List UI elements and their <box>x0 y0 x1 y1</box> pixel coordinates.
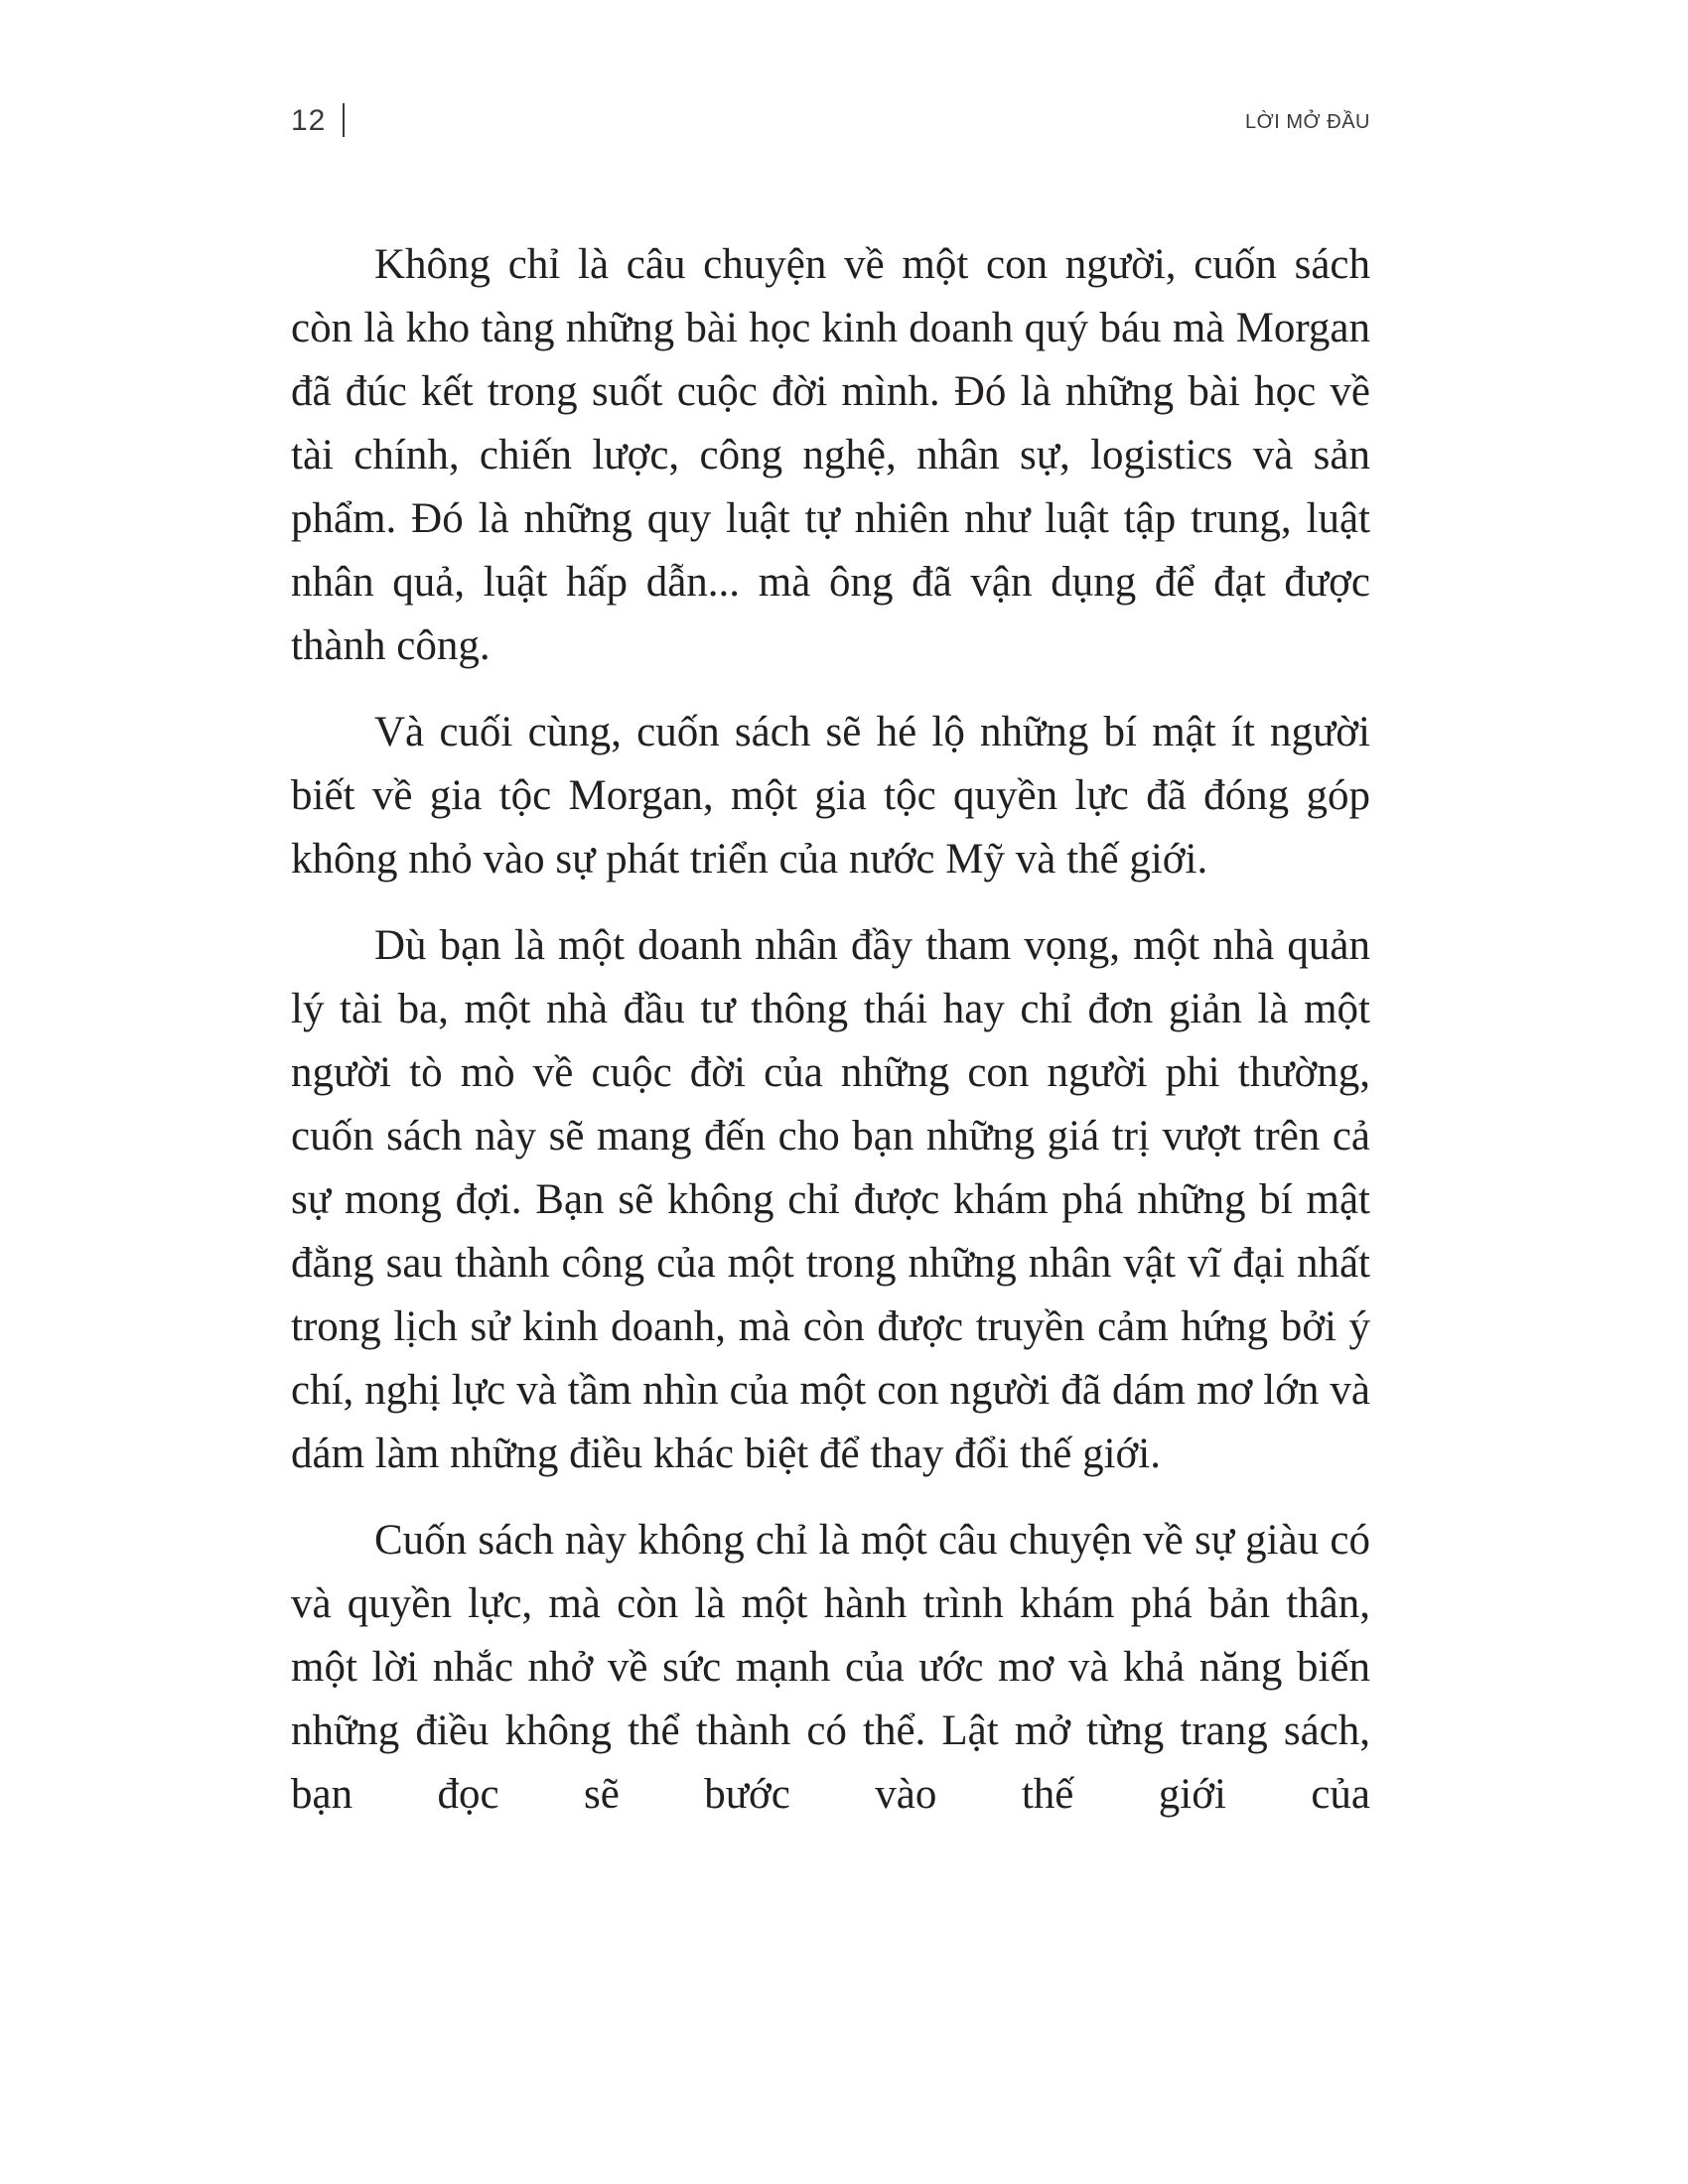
paragraph-1: Không chỉ là câu chuyện về một con người, cuốn sách còn là kho tàng những bài học kinh doanh quý báu mà Morgan đã đúc kết trong suốt cuộc đời mình. Đó là những bài học về tài chính, chiến lược, công nghệ, nhân sự, logistics và sản phẩm. Đó là những quy luật tự nhiên như luật tập trung, luật nhân quả, luật hấp dẫn... mà ông đã vận dụng để đạt được thành công. <box>291 241 1370 669</box>
paragraph-2: Và cuối cùng, cuốn sách sẽ hé lộ những bí mật ít người biết về gia tộc Morgan, một gia tộc quyền lực đã đóng góp không nhỏ vào sự phát triển của nước Mỹ và thế giới. <box>291 709 1370 883</box>
page-number: 12 <box>291 104 327 137</box>
body-text <box>291 233 1370 1849</box>
paragraph-3: Dù bạn là một doanh nhân đầy tham vọng, một nhà quản lý tài ba, một nhà đầu tư thông thái hay chỉ đơn giản là một người tò mò về cuộc đời của những con người phi thường, cuốn sách này sẽ mang đến cho bạn những giá trị vượt trên cả sự mong đợi. Bạn sẽ không chỉ được khám phá những bí mật đằng sau thành công của một trong những nhân vật vĩ đại nhất trong lịch sử kinh doanh, mà còn được truyền cảm hứng bởi ý chí, nghị lực và tầm nhìn của một con người đã dám mơ lớn và dám làm những điều khác biệt để thay đổi thế giới. <box>291 922 1370 1477</box>
running-header <box>291 99 1370 145</box>
paragraph-4: Cuốn sách này không chỉ là một câu chuyện về sự giàu có và quyền lực, mà còn là một hành trình khám phá bản thân, một lời nhắc nhở về sức mạnh của ước mơ và khả năng biến những điều không thể thành có thể. Lật mở từng trang sách, bạn đọc sẽ bước vào thế giới của <box>291 1517 1370 1818</box>
header-divider <box>343 103 345 137</box>
chapter-title: LỜI MỞ ĐẦU <box>1245 111 1370 133</box>
